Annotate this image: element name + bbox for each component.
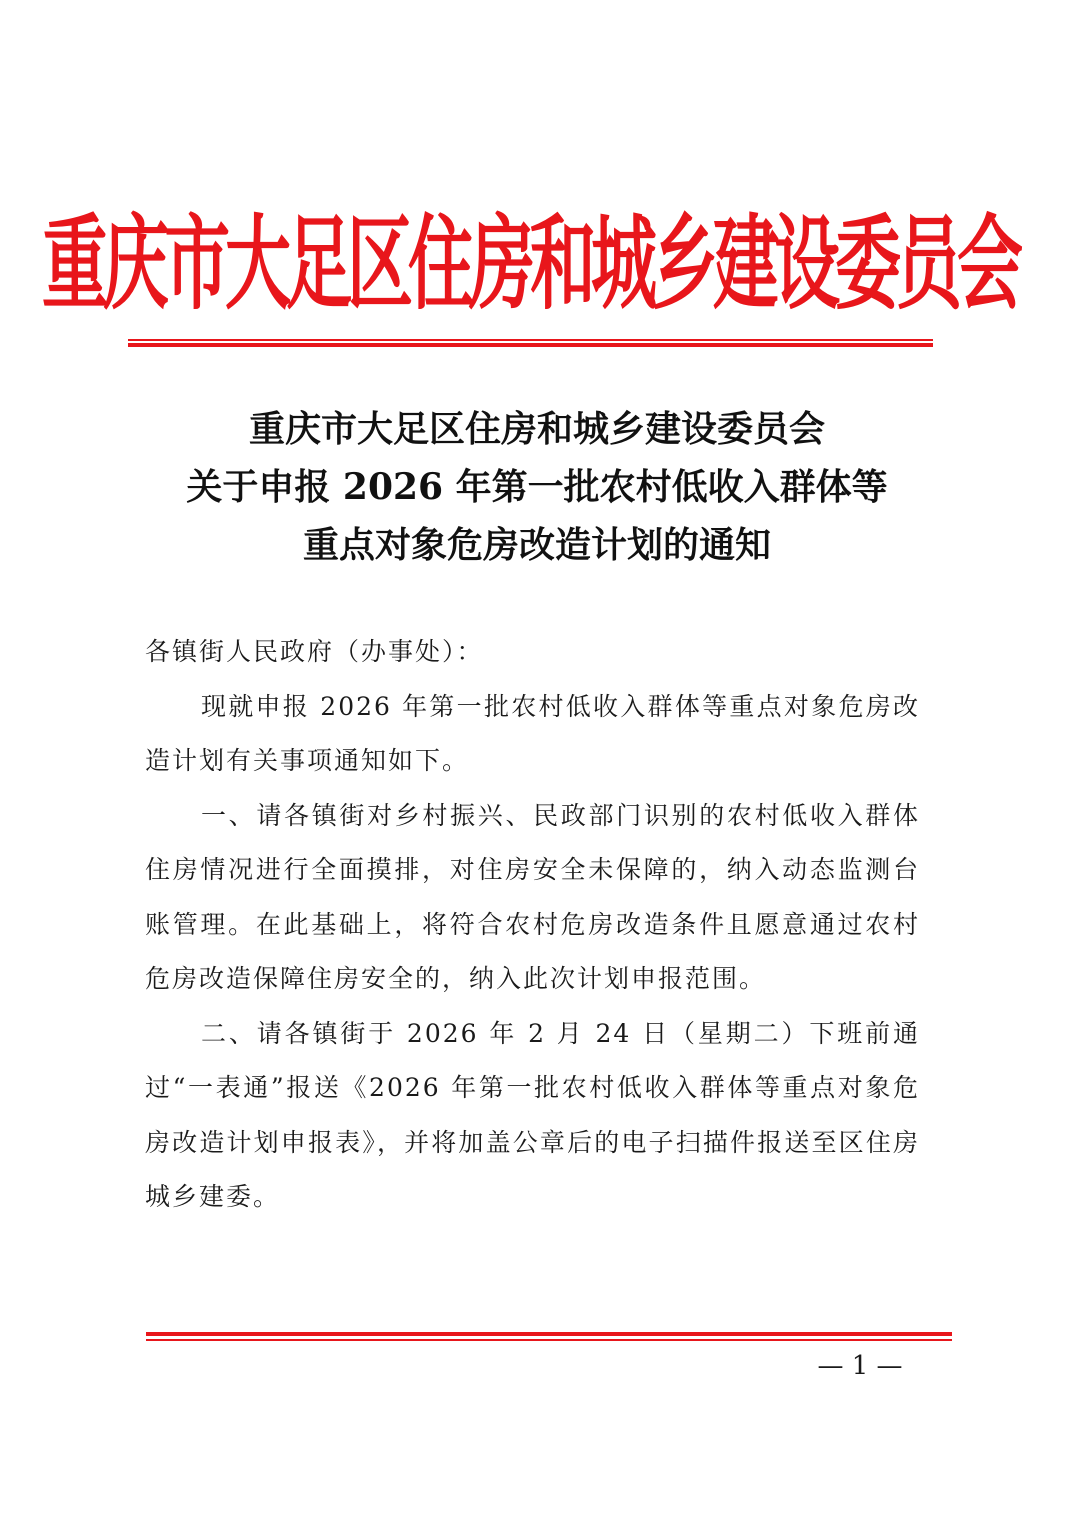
- document-body: [145, 625, 920, 1225]
- masthead-rule-thick: [128, 343, 933, 347]
- title-line-1: 重庆市大足区住房和城乡建设委员会: [248, 408, 825, 450]
- page-number: — 1 —: [817, 1351, 903, 1381]
- salutation: 各镇街人民政府（办事处）：: [145, 637, 484, 666]
- title-line-3: 重点对象危房改造计划的通知: [302, 524, 771, 566]
- masthead-issuer: 重庆市大足区住房和城乡建设委员会: [42, 204, 1018, 324]
- body-paragraph-1: 现就申报 2026 年第一批农村低收入群体等重点对象危房改造计划有关事项通知如下。: [145, 691, 920, 775]
- footer-rule-thick: [146, 1332, 952, 1336]
- body-paragraph-2: 一、请各镇街对乡村振兴、民政部门识别的农村低收入群体住房情况进行全面摸排，对住房安全未保障的，纳入动态监测台账管理。在此基础上，将符合农村危房改造条件且愿意通过农村危房改造保障住房安全的，纳入此次计划申报范围。: [145, 800, 920, 993]
- title-line-2: 关于申报 2026 年第一批农村低收入群体等: [186, 466, 888, 508]
- masthead: [42, 200, 1018, 330]
- document-title: [100, 400, 974, 574]
- body-paragraph-3: 二、请各镇街于 2026 年 2 月 24 日（星期二）下班前通过“一表通”报送《2026 年第一批农村低收入群体等重点对象危房改造计划申报表》，并将加盖公章后的电子扫描件报送至区住房城乡建委。: [145, 1018, 920, 1211]
- masthead-rule-thin: [128, 339, 933, 341]
- footer-rule-thin: [146, 1339, 952, 1341]
